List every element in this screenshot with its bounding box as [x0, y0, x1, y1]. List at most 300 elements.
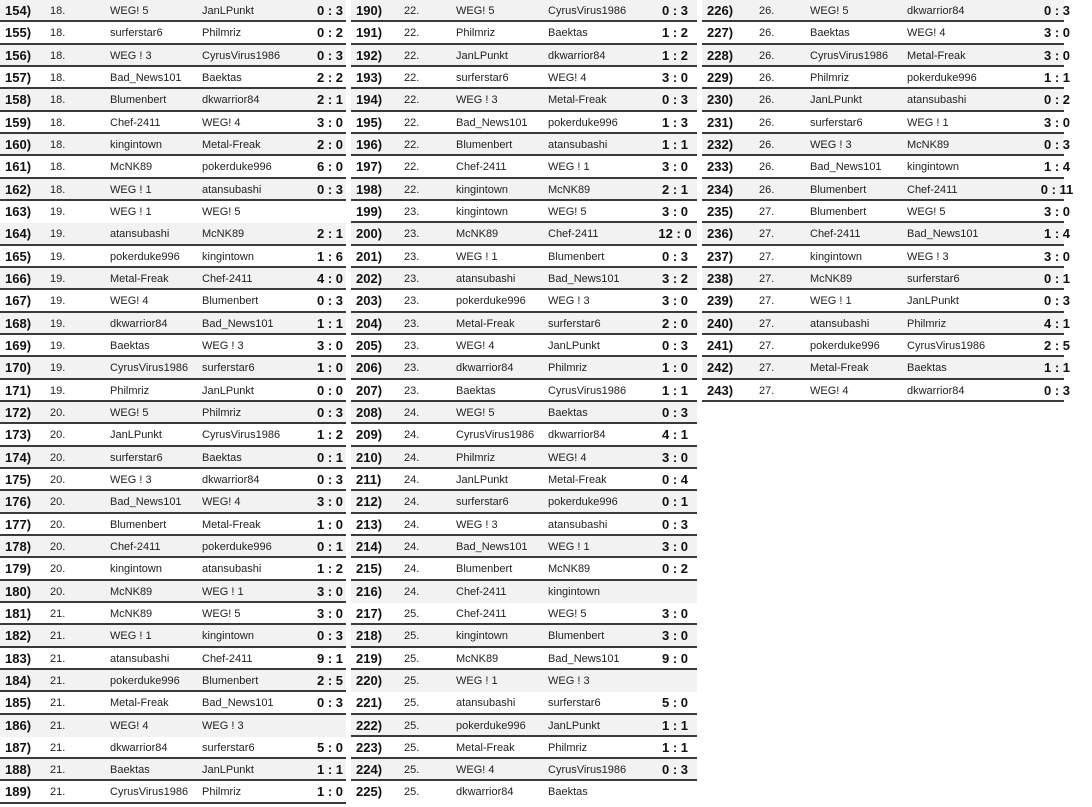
- home-player: Philmriz: [110, 384, 150, 397]
- home-player: surferstar6: [810, 116, 863, 129]
- round-number: 26.: [759, 183, 775, 196]
- away-player: McNK89: [907, 138, 950, 151]
- home-player: McNK89: [810, 272, 853, 285]
- match-number: 230): [707, 92, 734, 108]
- home-player: WEG ! 1: [456, 250, 498, 263]
- round-number: 25.: [404, 674, 420, 687]
- home-player: atansubashi: [110, 652, 170, 665]
- match-number: 197): [356, 159, 383, 175]
- match-row: [351, 469, 697, 491]
- match-row: [702, 89, 1070, 111]
- round-number: 20.: [50, 585, 66, 598]
- home-player: JanLPunkt: [456, 473, 508, 486]
- match-score: 3 : 0: [661, 628, 688, 644]
- match-row: [0, 692, 346, 714]
- match-row: [0, 156, 346, 178]
- match-score: 1 : 1: [316, 762, 343, 778]
- home-player: WEG ! 1: [110, 630, 152, 643]
- match-score: 3 : 0: [661, 538, 688, 554]
- away-player: JanLPunkt: [202, 764, 254, 777]
- match-row: [702, 380, 1070, 402]
- away-player: WEG ! 3: [548, 295, 590, 308]
- home-player: Philmriz: [810, 71, 850, 84]
- match-score: 0 : 3: [316, 404, 343, 420]
- away-player: JanLPunkt: [907, 295, 959, 308]
- round-number: 23.: [404, 384, 420, 397]
- match-row: [0, 246, 346, 268]
- match-row: [351, 424, 697, 446]
- home-player: pokerduke996: [456, 719, 526, 732]
- match-number: 179): [5, 561, 32, 577]
- match-row: [351, 558, 697, 580]
- round-number: 24.: [404, 496, 420, 509]
- match-column-3: [702, 0, 1074, 402]
- match-score: 1 : 1: [661, 136, 688, 152]
- match-number: 196): [356, 136, 383, 152]
- away-player: WEG ! 3: [202, 339, 244, 352]
- match-score: 9 : 0: [661, 650, 688, 666]
- match-number: 229): [707, 69, 734, 85]
- round-number: 24.: [404, 473, 420, 486]
- match-row: [351, 246, 697, 268]
- round-number: 25.: [404, 786, 420, 799]
- round-number: 24.: [404, 451, 420, 464]
- home-player: Philmriz: [456, 451, 496, 464]
- away-player: Chef-2411: [548, 228, 599, 241]
- match-number: 173): [5, 427, 32, 443]
- match-number: 206): [356, 360, 383, 376]
- match-row: [351, 22, 697, 44]
- match-score: 3 : 0: [661, 449, 688, 465]
- away-player: atansubashi: [202, 183, 262, 196]
- match-score: 2 : 0: [316, 136, 343, 152]
- match-row: [0, 514, 346, 536]
- match-number: 217): [356, 605, 383, 621]
- match-score: 0 : 3: [661, 762, 688, 778]
- match-score: 4 : 1: [661, 427, 688, 443]
- round-number: 23.: [404, 205, 420, 218]
- match-score: 0 : 3: [316, 695, 343, 711]
- match-number: 202): [356, 270, 383, 286]
- away-player: Blumenbert: [548, 250, 605, 263]
- match-score: 1 : 4: [1043, 159, 1070, 175]
- match-row: [351, 491, 697, 513]
- match-score: 3 : 0: [661, 605, 688, 621]
- round-number: 27.: [759, 339, 775, 352]
- match-row: [351, 0, 697, 22]
- match-score: 1 : 0: [661, 360, 688, 376]
- away-player: dkwarrior84: [202, 473, 260, 486]
- home-player: dkwarrior84: [456, 786, 514, 799]
- round-number: 22.: [404, 161, 420, 174]
- match-number: 242): [707, 360, 734, 376]
- round-number: 19.: [50, 362, 66, 375]
- match-score: 3 : 0: [1043, 248, 1070, 264]
- match-score: 0 : 1: [661, 494, 688, 510]
- round-number: 27.: [759, 228, 775, 241]
- round-number: 20.: [50, 496, 66, 509]
- match-number: 192): [356, 47, 383, 63]
- match-score: 1 : 3: [661, 114, 688, 130]
- match-number: 227): [707, 25, 734, 41]
- match-row: [0, 558, 346, 580]
- away-player: surferstar6: [202, 362, 255, 375]
- away-player: JanLPunkt: [202, 384, 254, 397]
- away-player: CyrusVirus1986: [202, 429, 281, 442]
- round-number: 26.: [759, 27, 775, 40]
- round-number: 25.: [404, 697, 420, 710]
- away-player: Baektas: [548, 786, 588, 799]
- match-number: 164): [5, 226, 32, 242]
- home-player: pokerduke996: [810, 339, 880, 352]
- away-player: Metal-Freak: [548, 473, 607, 486]
- match-number: 182): [5, 628, 32, 644]
- match-row: [351, 514, 697, 536]
- match-score: 3 : 0: [1043, 114, 1070, 130]
- round-number: 22.: [404, 5, 420, 17]
- match-number: 236): [707, 226, 734, 242]
- match-row: [0, 67, 346, 89]
- match-score: 1 : 1: [1043, 360, 1070, 376]
- home-player: CyrusVirus1986: [810, 49, 889, 62]
- match-score: 3 : 0: [661, 203, 688, 219]
- match-column-1: [0, 0, 346, 804]
- match-number: 233): [707, 159, 734, 175]
- away-player: kingintown: [202, 250, 254, 263]
- match-number: 160): [5, 136, 32, 152]
- round-number: 19.: [50, 317, 66, 330]
- match-score: 0 : 2: [316, 25, 343, 41]
- home-player: McNK89: [110, 161, 153, 174]
- home-player: CyrusVirus1986: [456, 429, 535, 442]
- home-player: dkwarrior84: [110, 741, 168, 754]
- match-score: 1 : 1: [661, 382, 688, 398]
- match-score: 3 : 0: [661, 159, 688, 175]
- home-player: atansubashi: [456, 697, 516, 710]
- home-player: WEG ! 1: [810, 295, 852, 308]
- round-number: 18.: [50, 94, 66, 107]
- match-number: 183): [5, 650, 32, 666]
- match-row: [702, 179, 1074, 201]
- match-row: [351, 156, 697, 178]
- round-number: 26.: [759, 71, 775, 84]
- away-player: Blumenbert: [202, 295, 259, 308]
- home-player: dkwarrior84: [110, 317, 168, 330]
- home-player: Blumenbert: [110, 518, 167, 531]
- match-score: 1 : 0: [316, 516, 343, 532]
- match-row: [351, 134, 697, 156]
- round-number: 27.: [759, 362, 775, 375]
- match-row: [0, 89, 346, 111]
- away-player: WEG ! 1: [548, 161, 590, 174]
- away-player: Bad_News101: [548, 652, 620, 665]
- match-number: 171): [5, 382, 32, 398]
- match-row: [351, 692, 697, 714]
- home-player: atansubashi: [456, 272, 516, 285]
- round-number: 27.: [759, 317, 775, 330]
- match-row: [351, 290, 697, 312]
- match-row: [351, 201, 697, 223]
- home-player: Bad_News101: [110, 71, 182, 84]
- home-player: Metal-Freak: [810, 362, 869, 375]
- match-row: [351, 603, 697, 625]
- round-number: 24.: [404, 429, 420, 442]
- home-player: Metal-Freak: [110, 697, 169, 710]
- round-number: 25.: [404, 719, 420, 732]
- home-player: WEG! 5: [456, 5, 495, 17]
- match-score: 1 : 2: [661, 47, 688, 63]
- match-row: [351, 625, 697, 647]
- away-player: Baektas: [907, 362, 947, 375]
- round-number: 19.: [50, 295, 66, 308]
- round-number: 18.: [50, 183, 66, 196]
- round-number: 19.: [50, 250, 66, 263]
- round-number: 22.: [404, 94, 420, 107]
- match-row: [0, 134, 346, 156]
- match-number: 215): [356, 561, 383, 577]
- home-player: Metal-Freak: [456, 317, 515, 330]
- round-number: 26.: [759, 5, 775, 17]
- round-number: 23.: [404, 250, 420, 263]
- round-number: 24.: [404, 540, 420, 553]
- match-number: 174): [5, 449, 32, 465]
- home-player: Bad_News101: [456, 540, 528, 553]
- match-score: 2 : 5: [316, 672, 343, 688]
- away-player: Philmriz: [202, 786, 242, 799]
- match-row: [0, 581, 346, 603]
- match-score: [645, 781, 705, 803]
- home-player: WEG! 4: [810, 384, 849, 397]
- round-number: 21.: [50, 652, 66, 665]
- match-score: 3 : 0: [316, 583, 343, 599]
- away-player: McNK89: [548, 183, 591, 196]
- away-player: surferstar6: [202, 741, 255, 754]
- round-number: 22.: [404, 183, 420, 196]
- home-player: Chef-2411: [456, 607, 507, 620]
- match-number: 198): [356, 181, 383, 197]
- round-number: 24.: [404, 585, 420, 598]
- match-number: 189): [5, 784, 32, 800]
- match-row: [0, 781, 346, 803]
- away-player: McNK89: [202, 228, 245, 241]
- round-number: 21.: [50, 674, 66, 687]
- match-number: 155): [5, 25, 32, 41]
- match-number: 170): [5, 360, 32, 376]
- match-number: 193): [356, 69, 383, 85]
- match-number: 226): [707, 3, 734, 18]
- match-score: 0 : 1: [1043, 270, 1070, 286]
- match-number: 219): [356, 650, 383, 666]
- match-row: [702, 156, 1070, 178]
- match-row: [351, 447, 697, 469]
- home-player: surferstar6: [110, 27, 163, 40]
- match-row: [351, 648, 697, 670]
- away-player: atansubashi: [548, 138, 608, 151]
- away-player: kingintown: [202, 630, 254, 643]
- away-player: CyrusVirus1986: [907, 339, 986, 352]
- away-player: Philmriz: [202, 406, 242, 419]
- match-row: [351, 179, 697, 201]
- match-number: 154): [5, 3, 32, 18]
- match-row: [351, 335, 697, 357]
- round-number: 20.: [50, 473, 66, 486]
- home-player: Bad_News101: [110, 496, 182, 509]
- match-row: [0, 447, 346, 469]
- away-player: WEG! 5: [548, 607, 587, 620]
- away-player: Bad_News101: [202, 697, 274, 710]
- match-number: 210): [356, 449, 383, 465]
- match-row: [351, 45, 697, 67]
- away-player: Philmriz: [548, 741, 588, 754]
- match-score: 2 : 0: [661, 315, 688, 331]
- away-player: kingintown: [907, 161, 959, 174]
- home-player: WEG! 5: [110, 406, 149, 419]
- match-number: 223): [356, 739, 383, 755]
- match-score: 2 : 2: [316, 69, 343, 85]
- round-number: 19.: [50, 339, 66, 352]
- away-player: dkwarrior84: [907, 384, 965, 397]
- home-player: WEG! 5: [110, 5, 149, 17]
- away-player: dkwarrior84: [907, 5, 965, 17]
- away-player: Philmriz: [548, 362, 588, 375]
- match-row: [351, 313, 697, 335]
- away-player: dkwarrior84: [548, 429, 606, 442]
- match-row: [702, 134, 1070, 156]
- match-number: 156): [5, 47, 32, 63]
- match-row: [0, 179, 346, 201]
- away-player: WEG ! 3: [907, 250, 949, 263]
- match-score: 1 : 0: [316, 784, 343, 800]
- match-score: 0 : 2: [1043, 92, 1070, 108]
- match-score: 2 : 5: [1043, 337, 1070, 353]
- match-row: [0, 536, 346, 558]
- match-score: 2 : 1: [316, 92, 343, 108]
- match-row: [702, 335, 1070, 357]
- round-number: 27.: [759, 250, 775, 263]
- match-number: 220): [356, 672, 383, 688]
- home-player: atansubashi: [110, 228, 170, 241]
- match-number: 212): [356, 494, 383, 510]
- away-player: Bad_News101: [907, 228, 979, 241]
- match-score: 2 : 1: [316, 226, 343, 242]
- match-score: 1 : 0: [316, 360, 343, 376]
- match-number: 200): [356, 226, 383, 242]
- match-row: [351, 781, 697, 803]
- match-row: [351, 670, 697, 692]
- home-player: pokerduke996: [110, 250, 180, 263]
- match-number: 214): [356, 538, 383, 554]
- match-score: [645, 670, 705, 692]
- away-player: surferstar6: [548, 697, 601, 710]
- match-number: 162): [5, 181, 32, 197]
- home-player: WEG! 4: [110, 719, 149, 732]
- home-player: atansubashi: [810, 317, 870, 330]
- match-score: 4 : 1: [1043, 315, 1070, 331]
- match-score: 5 : 0: [316, 739, 343, 755]
- match-row: [0, 759, 346, 781]
- match-score: 3 : 2: [661, 270, 688, 286]
- match-number: 158): [5, 92, 32, 108]
- round-number: 27.: [759, 384, 775, 397]
- match-number: 205): [356, 337, 383, 353]
- round-number: 25.: [404, 741, 420, 754]
- match-score: 3 : 0: [316, 494, 343, 510]
- away-player: Blumenbert: [548, 630, 605, 643]
- away-player: surferstar6: [548, 317, 601, 330]
- home-player: WEG ! 3: [110, 473, 152, 486]
- away-player: WEG ! 1: [907, 116, 949, 129]
- match-number: 204): [356, 315, 383, 331]
- match-score: 0 : 3: [316, 471, 343, 487]
- round-number: 27.: [759, 205, 775, 218]
- away-player: Philmriz: [907, 317, 947, 330]
- match-number: 240): [707, 315, 734, 331]
- away-player: atansubashi: [907, 94, 967, 107]
- away-player: McNK89: [548, 563, 591, 576]
- match-score: 1 : 1: [316, 315, 343, 331]
- match-number: 232): [707, 136, 734, 152]
- round-number: 22.: [404, 49, 420, 62]
- match-row: [702, 67, 1070, 89]
- match-number: 235): [707, 203, 734, 219]
- match-number: 231): [707, 114, 734, 130]
- round-number: 20.: [50, 451, 66, 464]
- match-row: [351, 380, 697, 402]
- round-number: 18.: [50, 71, 66, 84]
- match-score: 3 : 0: [316, 337, 343, 353]
- match-row: [351, 268, 697, 290]
- home-player: Blumenbert: [456, 138, 513, 151]
- round-number: 19.: [50, 228, 66, 241]
- away-player: Chef-2411: [202, 272, 253, 285]
- home-player: pokerduke996: [110, 674, 180, 687]
- match-number: 237): [707, 248, 734, 264]
- match-score: 0 : 3: [661, 516, 688, 532]
- round-number: 21.: [50, 764, 66, 777]
- match-score: 3 : 0: [316, 605, 343, 621]
- match-score: 0 : 3: [661, 404, 688, 420]
- round-number: 22.: [404, 116, 420, 129]
- match-row: [351, 737, 697, 759]
- match-score: 0 : 1: [316, 538, 343, 554]
- away-player: Baektas: [548, 27, 588, 40]
- home-player: CyrusVirus1986: [110, 786, 189, 799]
- match-row: [702, 246, 1070, 268]
- home-player: Chef-2411: [456, 161, 507, 174]
- match-number: 172): [5, 404, 32, 420]
- round-number: 24.: [404, 518, 420, 531]
- match-score: 0 : 1: [316, 449, 343, 465]
- home-player: Bad_News101: [810, 161, 882, 174]
- away-player: pokerduke996: [548, 116, 618, 129]
- home-player: WEG ! 1: [456, 674, 498, 687]
- home-player: dkwarrior84: [456, 362, 514, 375]
- match-row: [702, 268, 1070, 290]
- match-row: [0, 112, 346, 134]
- home-player: WEG ! 1: [110, 183, 152, 196]
- away-player: WEG! 4: [907, 27, 946, 40]
- round-number: 26.: [759, 161, 775, 174]
- match-number: 201): [356, 248, 383, 264]
- match-score: 3 : 0: [1043, 203, 1070, 219]
- away-player: Bad_News101: [202, 317, 274, 330]
- match-score: [645, 581, 705, 603]
- home-player: WEG ! 3: [456, 94, 498, 107]
- round-number: 18.: [50, 116, 66, 129]
- match-number: 208): [356, 404, 383, 420]
- round-number: 25.: [404, 607, 420, 620]
- row-divider: [0, 802, 346, 804]
